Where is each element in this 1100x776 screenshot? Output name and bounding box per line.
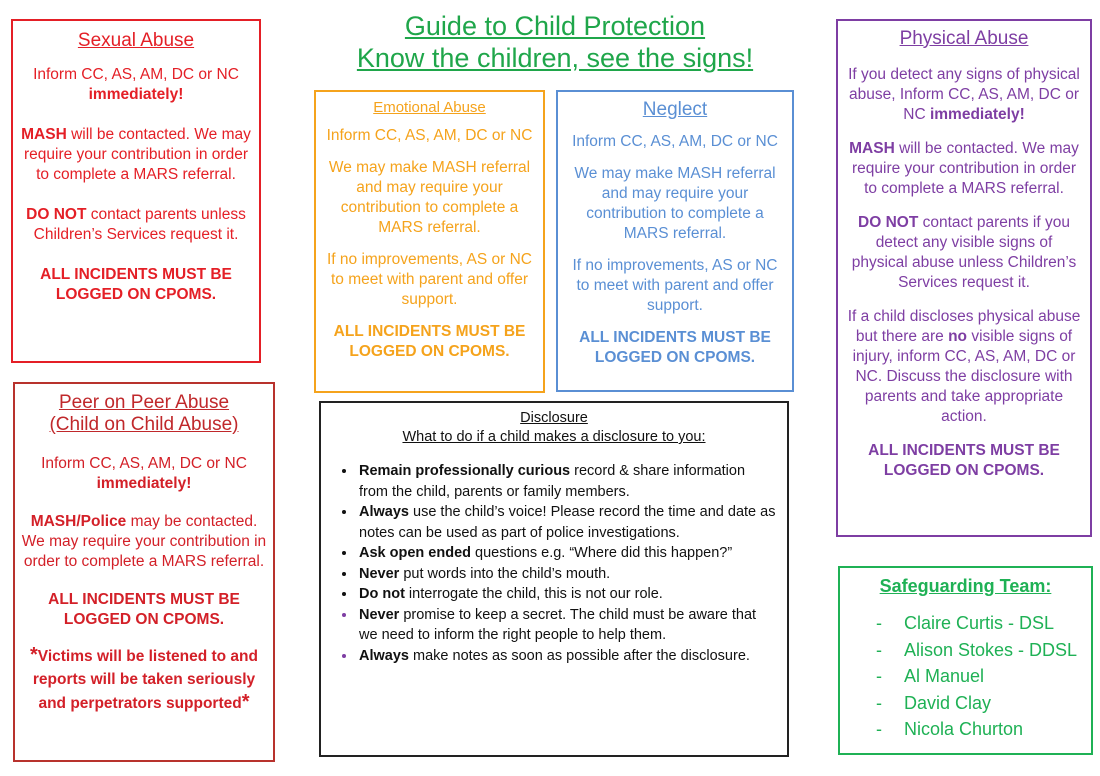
asterisk-icon: * xyxy=(29,644,38,666)
peer-abuse-victims-note: *Victims will be listened to and reports will be taken seriously and perpetrators supported* xyxy=(29,644,258,713)
neglect-heading: Neglect xyxy=(642,99,708,120)
neglect-box xyxy=(556,90,794,392)
peer-abuse-inform: Inform CC, AS, AM, DC or NC immediately! xyxy=(41,455,247,492)
emotional-abuse-logged: ALL INCIDENTS MUST BE LOGGED ON CPOMS. xyxy=(333,323,526,360)
list-item: • Do not interrogate the child, this is not our role. xyxy=(357,584,777,605)
dash-icon: - xyxy=(876,719,882,739)
sexual-abuse-heading: Sexual Abuse xyxy=(77,30,195,51)
list-item: • Always make notes as soon as possible after the disclosure. xyxy=(357,646,777,667)
title-line-2: Know the children, see the signs! xyxy=(356,43,754,73)
neglect-mash: We may make MASH referral and may require your contribution to complete a MARS referral. xyxy=(574,165,776,242)
emotional-abuse-box xyxy=(314,90,545,393)
dash-icon: - xyxy=(876,639,882,660)
sexual-abuse-box xyxy=(11,19,261,363)
list-item: • Ask open ended questions e.g. “Where did this happen?” xyxy=(357,543,777,564)
neglect-improve: If no improvements, AS or NC to meet with parent and offer support. xyxy=(572,257,778,314)
disclosure-subheading: What to do if a child makes a disclosure to you: xyxy=(402,429,706,445)
neglect-inform: Inform CC, AS, AM, DC or NC xyxy=(572,133,778,150)
emotional-abuse-heading: Emotional Abuse xyxy=(373,99,486,116)
peer-abuse-mash: MASH/Police may be contacted. xyxy=(30,513,258,530)
peer-abuse-logged: ALL INCIDENTS MUST BE LOGGED ON CPOMS. xyxy=(48,591,240,628)
list-item: • Never put words into the child’s mouth. xyxy=(357,564,777,585)
team-member: - Al Manuel xyxy=(876,663,1083,690)
disclosure-heading: Disclosure xyxy=(520,410,588,426)
team-member: - David Clay xyxy=(876,690,1083,717)
asterisk-icon: * xyxy=(241,691,250,713)
list-item: • Never promise to keep a secret. The child must be aware that we need to inform the right people to help them. xyxy=(357,605,777,646)
team-member-list xyxy=(848,610,1083,743)
physical-abuse-discloses: If a child discloses physical abuse but there are no visible signs of injury, inform CC, AS, AM, DC or NC. Discuss the disclosure with parents and take appropriate action. xyxy=(847,308,1081,425)
emotional-abuse-improve: If no improvements, AS or NC to meet with parent and offer support. xyxy=(326,251,533,308)
dash-icon: - xyxy=(876,692,882,713)
peer-abuse-heading-2: (Child on Child Abuse) xyxy=(49,414,239,435)
peer-abuse-contribution: We may require your contribution in order to complete a MARS referral. xyxy=(21,533,267,570)
physical-abuse-do-not: DO NOT contact parents if you detect any visible signs of physical abuse unless Children’s Services request it. xyxy=(851,214,1077,291)
team-member: - Alison Stokes - DDSL xyxy=(876,637,1083,664)
team-member: - Claire Curtis - DSL xyxy=(876,610,1083,637)
peer-abuse-heading-1: Peer on Peer Abuse xyxy=(58,392,230,413)
list-item: • Always use the child’s voice! Please record the time and date as notes can be used as part of police investigations. xyxy=(357,502,777,543)
sexual-abuse-mash: MASH will be contacted. We may require your contribution in order to complete a MARS referral. xyxy=(21,126,251,183)
physical-abuse-box xyxy=(836,19,1092,537)
dash-icon: - xyxy=(876,666,882,686)
title-line-1: Guide to Child Protection xyxy=(404,11,706,41)
physical-abuse-mash: MASH will be contacted. We may require your contribution in order to complete a MARS referral. xyxy=(849,140,1079,197)
team-member: - Nicola Churton xyxy=(876,716,1083,743)
emotional-abuse-inform: Inform CC, AS, AM, DC or NC xyxy=(326,127,533,144)
emotional-abuse-mash: We may make MASH referral and may require your contribution to complete a MARS referral. xyxy=(328,159,531,236)
neglect-logged: ALL INCIDENTS MUST BE LOGGED ON CPOMS. xyxy=(579,329,771,366)
list-item: • Remain professionally curious record & share information from the child, parents or family members. xyxy=(357,461,777,502)
sexual-abuse-inform: Inform CC, AS, AM, DC or NC immediately! xyxy=(33,66,239,103)
physical-abuse-heading: Physical Abuse xyxy=(899,28,1029,49)
page-title xyxy=(300,10,810,74)
dash-icon: - xyxy=(876,613,882,633)
peer-abuse-box xyxy=(13,382,275,762)
physical-abuse-logged: ALL INCIDENTS MUST BE LOGGED ON CPOMS. xyxy=(868,442,1060,479)
disclosure-list xyxy=(331,461,777,666)
sexual-abuse-logged: ALL INCIDENTS MUST BE LOGGED ON CPOMS. xyxy=(40,266,232,303)
physical-abuse-detect: If you detect any signs of physical abuse, Inform CC, AS, AM, DC or NC immediately! xyxy=(848,66,1080,123)
disclosure-box xyxy=(319,401,789,757)
sexual-abuse-do-not: DO NOT contact parents unless Children’s Services request it. xyxy=(26,206,246,243)
safeguarding-team-box xyxy=(838,566,1093,755)
safeguarding-team-heading: Safeguarding Team: xyxy=(879,576,1052,596)
